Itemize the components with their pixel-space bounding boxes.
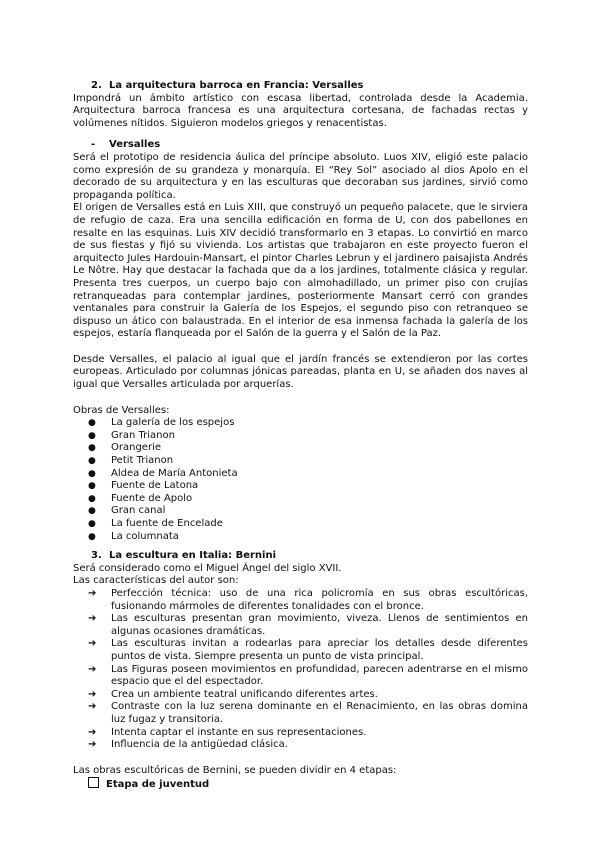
list-item: ● La galería de los espejos (88, 417, 528, 430)
section-2-intro: Impondrá un ámbito artístico con escasa libertad, controlada desde la Academia. Arquitectura barroca francesa es una arquitectura cortesana, de fachadas rectas y volúmenes nítidos. Siguieron modelos griegos y renacentistas. (73, 92, 528, 129)
section-3-intro-2: Las características del autor son: (73, 575, 239, 587)
section-2-heading (73, 80, 528, 93)
versalles-title: Versalles (109, 139, 161, 151)
list-item: ● Gran Trianon (88, 430, 528, 443)
list-item: ➔ Las esculturas invitan a rodearlas para apreciar los detalles desde diferentes puntos de vista. Siempre presenta un punto de vista principal. (88, 638, 528, 663)
list-item: ➔ Influencia de la antigüedad clásica. (88, 739, 528, 752)
checkbox-icon[interactable] (88, 777, 99, 788)
stage-1-label: Etapa de juventud (106, 779, 210, 791)
versalles-works-list (73, 417, 528, 543)
list-item: ● Fuente de Apolo (88, 493, 528, 506)
list-item: ➔ Perfección técnica: uso de una rica policromía en sus obras escultóricas, fusionando mármoles de diferentes tonalidades con el bronce. (88, 588, 528, 613)
bernini-stages-intro: Las obras escultóricas de Bernini, se pueden dividir en 4 etapas: (73, 764, 397, 776)
section-3-intro-1: Será considerado como el Miguel Ángel del siglo XVII. (73, 562, 342, 574)
versalles-works-label: Obras de Versalles: (73, 404, 170, 416)
list-item: ● Gran canal (88, 505, 528, 518)
list-item: ● Fuente de Latona (88, 480, 528, 493)
bernini-traits-list (73, 588, 528, 752)
list-item: ● Orangerie (88, 442, 528, 455)
list-item: ● Aldea de María Antonieta (88, 468, 528, 481)
list-item: ● Petit Trianon (88, 455, 528, 468)
versalles-paragraph-1: Será el prototipo de residencia áulica del príncipe absoluto. Luos XIV, eligió este palacio como expresión de su grandeza y monarquía. El “Rey Sol” asociado al dios Apolo en el decorado de su arquitectura y en las esculturas que decoraban sus jardines, sirvió como propaganda política. (73, 151, 528, 201)
stage-1-checklist-item[interactable] (73, 777, 528, 792)
versalles-heading (73, 139, 528, 152)
versalles-paragraph-3: Desde Versalles, el palacio al igual que el jardín francés se extendieron por las cortes europeas. Articulado por columnas jónicas pareadas, planta en U, se añaden dos naves al igual que Versalles articulada por arquerías. (73, 353, 528, 391)
section-2-number: 2. (91, 80, 102, 91)
section-3-heading (73, 550, 528, 563)
list-item: ➔ Contraste con la luz serena dominante en el Renacimiento, en las obras domina luz fugaz y transitoria. (88, 701, 528, 726)
list-item: ● La fuente de Encelade (88, 518, 528, 531)
list-item: ➔ Intenta captar el instante en sus representaciones. (88, 727, 528, 740)
document-content (73, 80, 528, 792)
list-item: ➔ Las Figuras poseen movimientos en profundidad, parecen adentrarse en el mismo espacio que el del espectador. (88, 664, 528, 689)
section-3-title: La escultura en Italia: Bernini (109, 550, 277, 562)
list-item: ● La columnata (88, 531, 528, 544)
section-3-number: 3. (91, 550, 102, 562)
versalles-dash: - (91, 139, 96, 151)
list-item: ➔ Las esculturas presentan gran movimiento, viveza. Llenos de sentimientos en algunas ocasiones dramáticas. (88, 613, 528, 638)
versalles-paragraph-2: El origen de Versalles está en Luis XIII, que construyó un pequeño palacete, que le sirviera de refugio de caza. Era una sencilla edificación en forma de U, con dos pabellones en resalte en las esquinas. Luis XIV decidió transformarlo en 3 etapas. Lo convirtió en marco de sus fiestas y fijó su vivienda. Los artistas que trabajaron en este proyecto fueron el arquitecto Jules Hardouin-Mansart, el pintor Charles Lebrun y el jardinero paisajista Andrés Le Nôtre. Hay que destacar la fachada que da a los jardines, totalmente clásica y regular. Presenta tres cuerpos, un cuerpo bajo con almohadillado, un primer piso con crujías retranqueadas para contemplar jardines, posteriormente Mansart cerró con grandes ventanales para construir la Galería de los Espejos, el segundo piso con retranqueo se dispuso un ático con balaustrada. En el interior de esa inmensa fachada la galería de los espejos, estaría flanqueada por el Salón de la guerra y el Salón de la Paz. (73, 202, 528, 340)
list-item: ➔ Crea un ambiente teatral unificando diferentes artes. (88, 689, 528, 702)
section-2-title: La arquitectura barroca en Francia: Versalles (109, 80, 364, 91)
